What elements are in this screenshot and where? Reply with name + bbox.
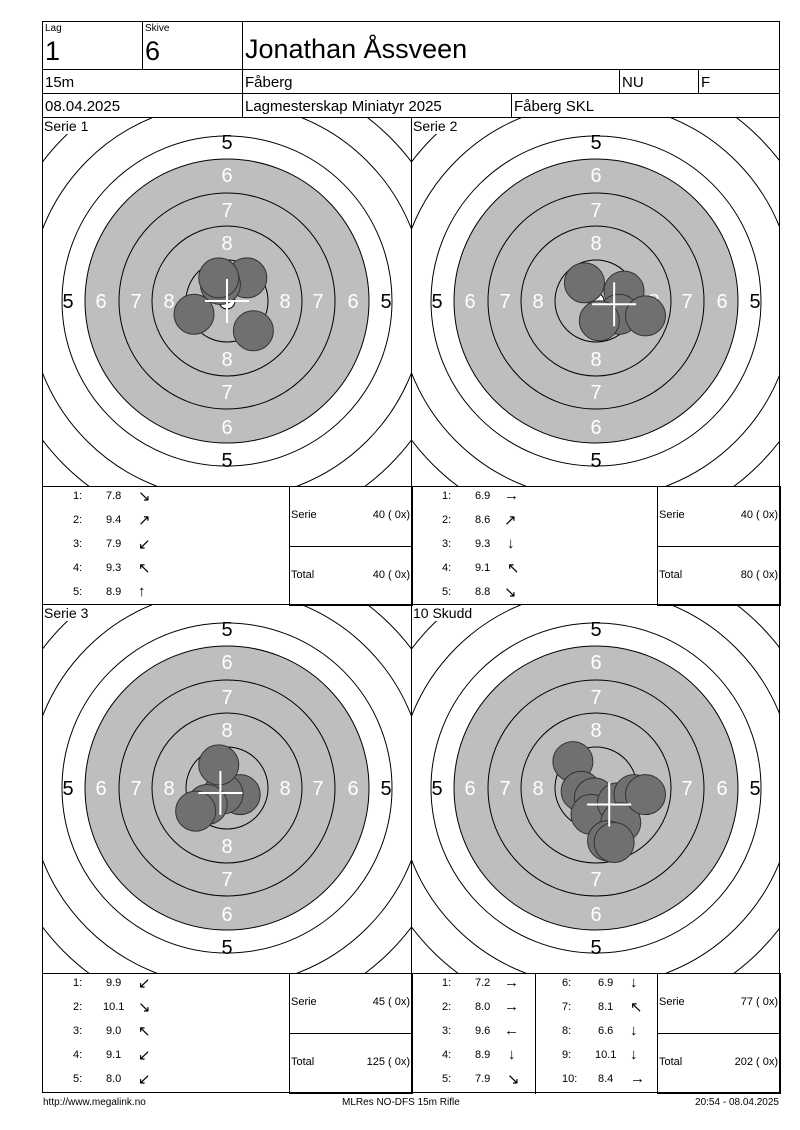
serie-label: Serie [659, 996, 685, 1008]
direction-arrow-icon: ↓ [507, 535, 515, 552]
shot-row: 1: 9.9 ↙ [73, 975, 151, 992]
class-cell [698, 69, 780, 94]
distance: 15m [45, 74, 75, 91]
shot-row: 3: 9.6 ← [442, 1022, 519, 1039]
shot-row: 4: 8.9 ↓ [442, 1046, 516, 1063]
direction-arrow-icon: ↗ [138, 512, 151, 529]
shot-row: 5: 8.8 ↘ [442, 584, 517, 601]
series-block-3 [42, 973, 412, 1093]
ring-number: 5 [380, 291, 392, 313]
target-10-skudd [411, 604, 780, 974]
ring-number: 8 [221, 836, 233, 858]
target-svg-4 [412, 605, 780, 974]
club-cell [242, 69, 620, 94]
ring-number: 7 [499, 778, 511, 800]
ring-number: 5 [221, 132, 233, 154]
target-serie-2 [411, 117, 780, 487]
serie-sum-box [657, 973, 781, 1034]
ring-number: 7 [312, 291, 324, 313]
shot-row: 3: 7.9 ↙ [73, 536, 151, 553]
total-sum-box [289, 546, 413, 606]
target-title: Serie 3 [44, 605, 89, 621]
shot-hole [626, 775, 666, 815]
direction-arrow-icon: ↘ [504, 584, 517, 601]
serie-value: 45 ( 0x) [372, 996, 410, 1008]
footer-timestamp: 20:54 - 08.04.2025 [695, 1097, 779, 1108]
direction-arrow-icon: → [504, 998, 519, 1015]
target-svg-2 [412, 118, 780, 487]
direction-arrow-icon: ↙ [138, 1047, 151, 1064]
ring-number: 6 [716, 778, 728, 800]
shot-hole [594, 822, 634, 862]
total-label: Total [291, 1056, 315, 1068]
ring-number: 5 [590, 937, 602, 959]
ring-number: 7 [130, 778, 142, 800]
footer-program: MLRes NO-DFS 15m Rifle [342, 1097, 460, 1108]
ring-number: 5 [590, 132, 602, 154]
shot-row: 7: 8.1 ↖ [562, 999, 643, 1016]
total-sum-box [657, 546, 781, 606]
ring-number: 8 [532, 778, 544, 800]
shot-hole [233, 311, 273, 351]
ring-number: 8 [163, 778, 175, 800]
ring-number: 5 [221, 619, 233, 641]
distance-cell [42, 69, 243, 94]
ring-number: 5 [590, 619, 602, 641]
serie-value: 40 ( 0x) [372, 509, 410, 521]
shot-row: 1: 7.8 ↘ [73, 488, 151, 505]
ring-number: 5 [749, 778, 761, 800]
shot-row: 2: 8.6 ↗ [442, 512, 517, 529]
ring-number: 8 [279, 778, 291, 800]
ring-number: 8 [590, 233, 602, 255]
ring-number: 8 [279, 291, 291, 313]
ring-number: 6 [347, 291, 359, 313]
ring-number: 5 [749, 291, 761, 313]
ring-number: 7 [130, 291, 142, 313]
ring-number: 5 [221, 937, 233, 959]
series-block-2 [411, 486, 780, 605]
shot-hole [199, 745, 239, 785]
target-title: Serie 1 [44, 118, 89, 134]
competition-cell [242, 93, 512, 118]
shot-row: 2: 10.1 ↘ [73, 999, 151, 1016]
shot-list [43, 974, 283, 1094]
ring-number: 6 [221, 165, 233, 187]
country-cell [619, 69, 699, 94]
target-serie-3 [42, 604, 412, 974]
direction-arrow-icon: ↗ [504, 512, 517, 529]
shooter-name: Jonathan Åssveen [245, 34, 468, 64]
organizer-cell [511, 93, 780, 118]
direction-arrow-icon: ↑ [138, 583, 146, 600]
ring-number: 5 [431, 291, 443, 313]
ring-number: 6 [347, 778, 359, 800]
direction-arrow-icon: ↘ [507, 1071, 520, 1088]
shot-list [412, 487, 652, 606]
ring-number: 5 [221, 450, 233, 472]
serie-label: Serie [291, 509, 317, 521]
skive-label: Skive [145, 23, 170, 34]
total-value: 40 ( 0x) [372, 569, 410, 581]
target-svg-1 [43, 118, 412, 487]
total-label: Total [659, 569, 683, 581]
direction-arrow-icon: ↓ [630, 1046, 638, 1063]
direction-arrow-icon: → [504, 487, 519, 504]
shot-row: 5: 8.9 ↑ [73, 583, 146, 600]
total-sum-box [657, 1033, 781, 1094]
direction-arrow-icon: ← [504, 1022, 519, 1039]
serie-value: 40 ( 0x) [740, 509, 778, 521]
ring-number: 8 [221, 233, 233, 255]
direction-arrow-icon: ↘ [138, 488, 151, 505]
ring-number: 7 [221, 687, 233, 709]
shot-row: 8: 6.6 ↓ [562, 1022, 638, 1039]
shot-row: 4: 9.1 ↙ [73, 1047, 151, 1064]
serie-label: Serie [659, 509, 685, 521]
ring-number: 8 [590, 720, 602, 742]
serie-sum-box [657, 486, 781, 547]
ring-number: 5 [380, 778, 392, 800]
ring-number: 6 [221, 904, 233, 926]
ring-number: 6 [95, 778, 107, 800]
ring-number: 7 [590, 200, 602, 222]
direction-arrow-icon: → [630, 1070, 645, 1087]
direction-arrow-icon: ↙ [138, 536, 151, 553]
shot-row: 5: 7.9 ↘ [442, 1071, 520, 1088]
ring-number: 6 [590, 652, 602, 674]
ring-number: 6 [221, 417, 233, 439]
ring-number: 6 [716, 291, 728, 313]
shot-row: 4: 9.3 ↖ [73, 560, 151, 577]
ring-number: 8 [590, 349, 602, 371]
ring-number: 7 [312, 778, 324, 800]
ring-number: 5 [590, 450, 602, 472]
shot-hole [199, 258, 239, 298]
shot-hole [564, 263, 604, 303]
shot-hole [176, 791, 216, 831]
ring-number: 7 [590, 382, 602, 404]
shot-hole [626, 296, 666, 336]
shot-row: 9: 10.1 ↓ [562, 1046, 638, 1063]
ring-number: 6 [590, 417, 602, 439]
ring-number: 6 [590, 165, 602, 187]
ring-number: 7 [590, 869, 602, 891]
shot-row: 3: 9.3 ↓ [442, 535, 515, 552]
date-cell [42, 93, 243, 118]
direction-arrow-icon: ↘ [138, 999, 151, 1016]
club: Fåberg [245, 74, 293, 91]
serie-value: 77 ( 0x) [740, 996, 778, 1008]
direction-arrow-icon: ↓ [508, 1046, 516, 1063]
shot-row: 5: 8.0 ↙ [73, 1071, 151, 1088]
header-name-cell [242, 21, 780, 70]
total-label: Total [659, 1056, 683, 1068]
target-svg-3 [43, 605, 412, 974]
target-title: Serie 2 [413, 118, 458, 134]
shot-list [412, 974, 536, 1094]
ring-number: 8 [163, 291, 175, 313]
serie-sum-box [289, 973, 413, 1034]
shot-row: 6: 6.9 ↓ [562, 974, 638, 991]
shot-row: 2: 9.4 ↗ [73, 512, 151, 529]
competition: Lagmesterskap Miniatyr 2025 [245, 98, 442, 115]
ring-number: 6 [464, 291, 476, 313]
ring-number: 8 [221, 720, 233, 742]
date: 08.04.2025 [45, 98, 121, 115]
total-value: 202 ( 0x) [734, 1056, 778, 1068]
shot-list [43, 487, 283, 606]
direction-arrow-icon: ↖ [507, 560, 520, 577]
ring-number: 7 [590, 687, 602, 709]
country: NU [622, 74, 644, 91]
ring-number: 5 [431, 778, 443, 800]
direction-arrow-icon: ↖ [138, 1023, 151, 1040]
ring-number: 7 [221, 869, 233, 891]
organizer: Fåberg SKL [514, 98, 595, 115]
ring-number: 7 [221, 382, 233, 404]
direction-arrow-icon: ↙ [138, 1071, 151, 1088]
header-skive-cell [142, 21, 243, 70]
footer-url: http://www.megalink.no [43, 1097, 146, 1108]
header-lag-cell [42, 21, 143, 70]
total-value: 125 ( 0x) [366, 1056, 410, 1068]
serie-label: Serie [291, 996, 317, 1008]
skive-value: 6 [145, 36, 161, 66]
shot-row: 10: 8.4 → [562, 1070, 645, 1087]
total-sum-box [289, 1033, 413, 1094]
ring-number: 6 [464, 778, 476, 800]
lag-value: 1 [45, 36, 61, 66]
series-block-1 [42, 486, 412, 605]
lag-label: Lag [45, 23, 62, 34]
ring-number: 5 [62, 778, 74, 800]
series-block-4 [411, 973, 780, 1093]
ring-number: 7 [221, 200, 233, 222]
target-serie-1 [42, 117, 412, 487]
shot-row: 2: 8.0 → [442, 998, 519, 1015]
ring-number: 6 [590, 904, 602, 926]
direction-arrow-icon: ↓ [630, 974, 638, 991]
ring-number: 7 [681, 291, 693, 313]
ring-number: 6 [95, 291, 107, 313]
ring-number: 7 [499, 291, 511, 313]
direction-arrow-icon: → [504, 974, 519, 991]
shot-row: 1: 6.9 → [442, 487, 519, 504]
shot-list-second-column [535, 973, 659, 1094]
class: F [701, 74, 711, 91]
total-value: 80 ( 0x) [740, 569, 778, 581]
total-label: Total [291, 569, 315, 581]
direction-arrow-icon: ↖ [138, 560, 151, 577]
serie-sum-box [289, 486, 413, 547]
direction-arrow-icon: ↖ [630, 999, 643, 1016]
direction-arrow-icon: ↓ [630, 1022, 638, 1039]
shot-row: 4: 9.1 ↖ [442, 560, 520, 577]
target-title: 10 Skudd [413, 605, 473, 621]
ring-number: 8 [532, 291, 544, 313]
ring-number: 6 [221, 652, 233, 674]
ring-number: 8 [221, 349, 233, 371]
shot-row: 1: 7.2 → [442, 974, 519, 991]
direction-arrow-icon: ↙ [138, 975, 151, 992]
ring-number: 7 [681, 778, 693, 800]
ring-number: 5 [62, 291, 74, 313]
shot-row: 3: 9.0 ↖ [73, 1023, 151, 1040]
